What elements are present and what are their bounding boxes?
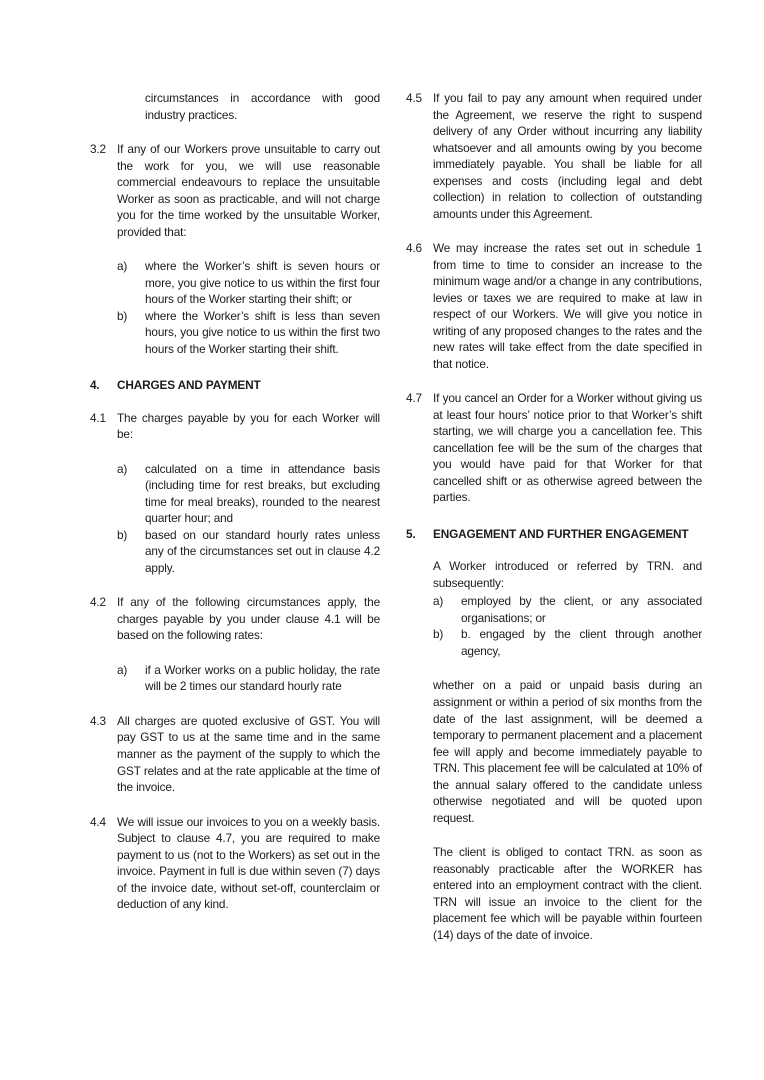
subitem-text: where the Worker’s shift is seven hours or more, you give notice to us within the first four hours of the Worker starting their shift; or	[145, 259, 380, 307]
subitem-letter: b)	[117, 527, 128, 542]
clause-text: If you cancel an Order for a Worker without giving us at least four hours’ notice prior to that Worker’s shift starting, we will charge you a cancellation fee. This cancellation fee will be the sum of the charges that you would have paid for that Worker for that cancelled shift or as otherwise agreed between the parties.	[433, 391, 702, 505]
clause-4-1	[90, 410, 380, 443]
subitem-list	[117, 258, 380, 357]
subitem-letter: b)	[433, 627, 444, 642]
clause-number: 4.1	[90, 410, 106, 425]
clause-number: 4.6	[406, 241, 422, 256]
subitem-text: calculated on a time in attendance basis (including time for rest breaks, but excluding time for meal breaks), rounded to the nearest quarter hour; and	[145, 461, 380, 526]
clause-4-2	[90, 594, 380, 644]
two-column-layout	[90, 90, 702, 961]
subitem-list	[117, 461, 380, 577]
subitem-letter: a)	[433, 594, 444, 609]
clause-text: If any of the following circumstances apply, the charges payable by you under clause 4.1 will be based on the following rates:	[117, 595, 380, 643]
clause-number: 4.3	[90, 713, 106, 728]
clause-4-7	[406, 390, 702, 506]
subitem-list	[433, 593, 702, 659]
subitem-letter: a)	[117, 259, 128, 274]
subitem-text: if a Worker works on a public holiday, the rate will be 2 times our standard hourly rate	[145, 662, 380, 694]
clause-4-3	[90, 713, 380, 796]
clause-3-2	[90, 141, 380, 240]
clause-number: 4.2	[90, 595, 106, 610]
subitem-text: b. engaged by the client through another agency,	[461, 627, 702, 658]
clause-4-6	[406, 240, 702, 372]
subitem-text: based on our standard hourly rates unless any of the circumstances set out in clause 4.2 apply.	[145, 527, 380, 575]
clause-text: All charges are quoted exclusive of GST. You will pay GST to us at the same time and in the same manner as the payment of the supply to which the GST relates and at the rate applicable at the time of the invoice.	[117, 713, 380, 795]
subitem-b	[117, 308, 380, 358]
section-heading-4	[90, 377, 380, 394]
subitem-a	[117, 461, 380, 527]
clause-number: 4.	[90, 378, 100, 393]
clause-number: 3.2	[90, 142, 106, 157]
subitem-b	[433, 626, 702, 659]
subitem-a	[117, 258, 380, 308]
clause-4-5	[406, 90, 702, 222]
clause-4-4	[90, 814, 380, 913]
subitem-letter: b)	[117, 308, 128, 323]
subitem-a	[117, 662, 380, 695]
clause-text: The charges payable by you for each Worker will be:	[117, 410, 380, 442]
section-paragraph: The client is obliged to contact TRN. as soon as reasonably practicable after the WORKER has entered into an employment contract with the client. TRN will issue an invoice to the client for the placement fee which will be payable within fourteen (14) days of the date of invoice.	[433, 845, 702, 942]
clause-text: If you fail to pay any amount when required under the Agreement, we reserve the right to suspend delivery of any Order without incurring any liability whatsoever and all amounts owing by you become immediately payable. You shall be liable for all expenses and costs (including legal and debt collection) in relation to collection of outstanding amounts under this Agreement.	[433, 91, 702, 221]
subitem-letter: a)	[117, 662, 128, 677]
clause-text: If any of our Workers prove unsuitable to carry out the work for you, we will use reasonable commercial endeavours to replace the unsuitable Worker as soon as practicable, and will not charge you for the time worked by the unsuitable Worker, provided that:	[117, 142, 380, 239]
section-paragraph: A Worker introduced or referred by TRN. and subsequently:	[433, 559, 702, 590]
subitem-text: where the Worker’s shift is less than seven hours, you give notice to us within the first two hours of the Worker starting their shift.	[145, 308, 380, 356]
section-heading-5	[406, 526, 702, 543]
clause-number: 4.7	[406, 391, 422, 406]
subitem-b	[117, 527, 380, 577]
left-column	[90, 90, 380, 931]
clause-number: 5.	[406, 526, 416, 541]
heading-title: CHARGES AND PAYMENT	[117, 378, 261, 393]
subitem-a	[433, 593, 702, 626]
subitem-text: employed by the client, or any associated organisations; or	[461, 594, 702, 625]
section-paragraph: whether on a paid or unpaid basis during an assignment or within a period of six months from the date of the last assignment, will be deemed a temporary to permanent placement and a placement fee will apply and become immediately payable to TRN. This placement fee will be calculated at 10% of the annual salary offered to the candidate unless otherwise negotiated and will be quoted upon request.	[433, 678, 702, 825]
clause-text: We will issue our invoices to you on a weekly basis. Subject to clause 4.7, you are required to make payment to us (not to the Workers) as set out in the invoice. Payment in full is due within seven (7) days of the invoice date, without set-off, counterclaim or deduction of any kind.	[117, 814, 380, 912]
subitem-list	[117, 662, 380, 695]
continuation-paragraph: circumstances in accordance with good industry practices.	[145, 91, 380, 122]
right-column	[406, 90, 702, 961]
clause-text: We may increase the rates set out in schedule 1 from time to time to consider an increase to the minimum wage and/or a change in any contributions, levies or taxes we are required to make at law in respect of our Workers. We will give you notice in writing of any proposed changes to the rates and the new rates will take effect from the date specified in that notice.	[433, 241, 702, 371]
clause-number: 4.4	[90, 814, 106, 829]
heading-title: ENGAGEMENT AND FURTHER ENGAGEMENT	[433, 526, 689, 541]
subitem-letter: a)	[117, 461, 128, 476]
clause-number: 4.5	[406, 91, 422, 105]
